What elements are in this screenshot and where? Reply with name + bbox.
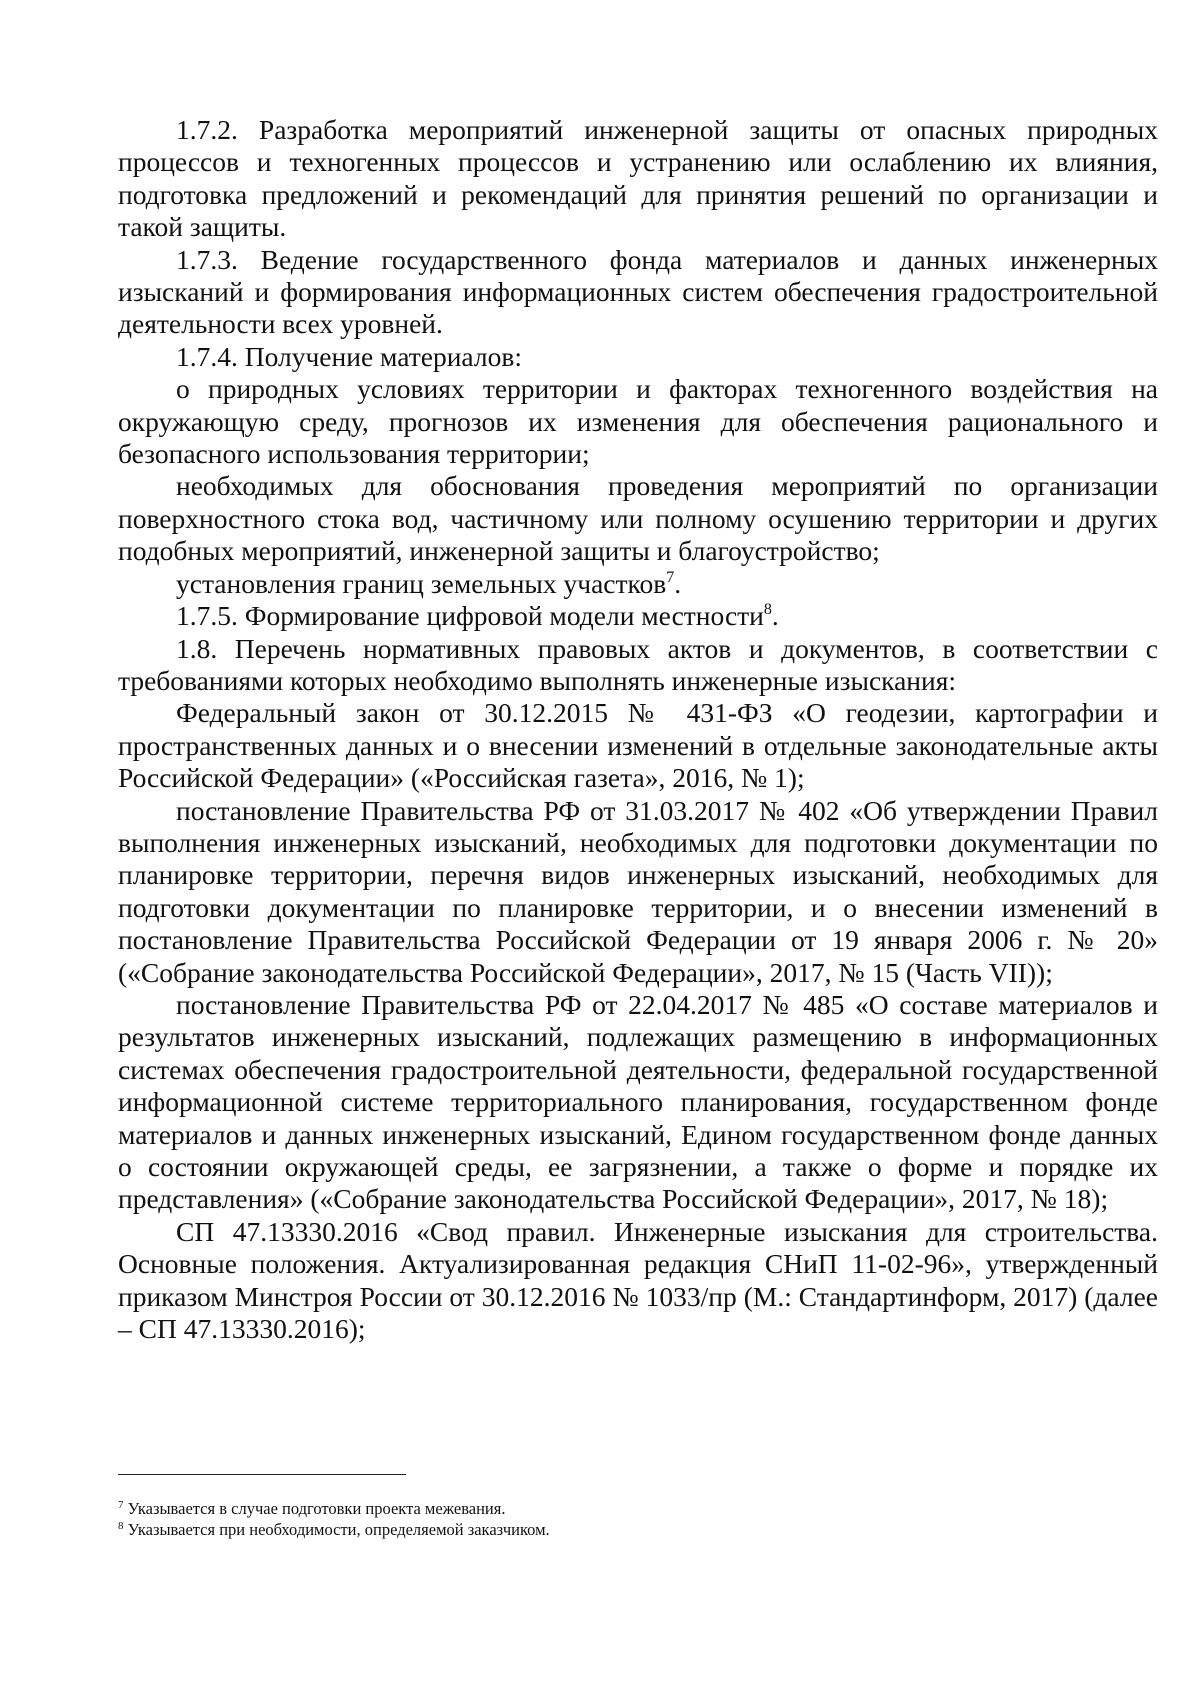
paragraph-1-7-2: 1.7.2. Разработка мероприятий инженерной защиты от опасных природных процессов и техногенных процессов и устранению или ослаблению их влияния, подготовка предложений и рекомендаций для принятия решений по организации и такой защиты. bbox=[118, 114, 1158, 243]
paragraph-federal-law-431: Федеральный закон от 30.12.2015 № 431-ФЗ «О геодезии, картографии и пространственных данных и о внесении изменений в отдельные законодательные акты Российской Федерации» («Российская газета», 2016, № 1); bbox=[118, 697, 1158, 794]
footnote-7 bbox=[118, 1498, 1158, 1519]
paragraph-materials-surface-runoff: необходимых для обоснования проведения мероприятий по организации поверхностного стока вод, частичному или полному осушению территории и других подобных мероприятий, инженерной защиты и благоустройство; bbox=[118, 470, 1158, 567]
paragraph-1-7-3: 1.7.3. Ведение государственного фонда материалов и данных инженерных изысканий и формирования информационных систем обеспечения градостроительной деятельности всех уровней. bbox=[118, 243, 1158, 340]
paragraph-sp-47-13330-2016: СП 47.13330.2016 «Свод правил. Инженерные изыскания для строительства. Основные положения. Актуализированная редакция СНиП 11-02-96», утвержденный приказом Минстроя России от 30.12.2016 № 1033/пр (М.: Стандартинформ, 2017) (далее – СП 47.13330.2016); bbox=[118, 1215, 1158, 1345]
document-body bbox=[118, 114, 1158, 1345]
paragraph-text: 1.7.5. Формирование цифровой модели местности bbox=[176, 600, 764, 632]
footnote-separator bbox=[118, 1474, 406, 1475]
footnote-number: 8 bbox=[118, 1520, 124, 1532]
footnote-reference-7: 7 bbox=[666, 568, 675, 586]
footnote-text: Указывается при необходимости, определяемой заказчиком. bbox=[127, 1520, 550, 1539]
paragraph-text: установления границ земельных участков bbox=[176, 567, 667, 599]
paragraph-1-7-5 bbox=[118, 600, 1158, 632]
paragraph-tail: . bbox=[674, 567, 682, 599]
footnotes bbox=[118, 1498, 1158, 1540]
paragraph-1-8: 1.8. Перечень нормативных правовых актов и документов, в соответствии с требованиями которых необходимо выполнять инженерные изыскания: bbox=[118, 632, 1158, 696]
paragraph-materials-natural-conditions: о природных условиях территории и факторах техногенного воздействия на окружающую среду, прогнозов их изменения для обеспечения рационального и безопасного использования территории; bbox=[118, 373, 1158, 470]
footnote-text: Указывается в случае подготовки проекта межевания. bbox=[127, 1499, 506, 1518]
paragraph-land-boundaries bbox=[118, 568, 1158, 600]
footnote-number: 7 bbox=[118, 1499, 124, 1511]
footnote-8 bbox=[118, 1519, 1158, 1540]
footnote-reference-8: 8 bbox=[763, 601, 772, 619]
paragraph-1-7-4: 1.7.4. Получение материалов: bbox=[176, 340, 522, 372]
paragraph-resolution-402: постановление Правительства РФ от 31.03.2017 № 402 «Об утверждении Правил выполнения инженерных изысканий, необходимых для подготовки документации по планировке территории, перечня видов инженерных изысканий, необходимых для подготовки документации по планировке территории, и о внесении изменений в постановление Правительства Российской Федерации от 19 января 2006 г. № 20» («Собрание законодательства Российской Федерации», 2017, № 15 (Часть VII)); bbox=[118, 794, 1158, 988]
paragraph-resolution-485: постановление Правительства РФ от 22.04.2017 № 485 «О составе материалов и результатов инженерных изысканий, подлежащих размещению в информационных системах обеспечения градостроительной деятельности, федеральной государственной информационной системе территориального планирования, государственном фонде материалов и данных инженерных изысканий, Едином государственном фонде данных о состоянии окружающей среды, ее загрязнении, а также о форме и порядке их представления» («Собрание законодательства Российской Федерации», 2017, № 18); bbox=[118, 988, 1158, 1215]
paragraph-tail: . bbox=[771, 600, 779, 632]
